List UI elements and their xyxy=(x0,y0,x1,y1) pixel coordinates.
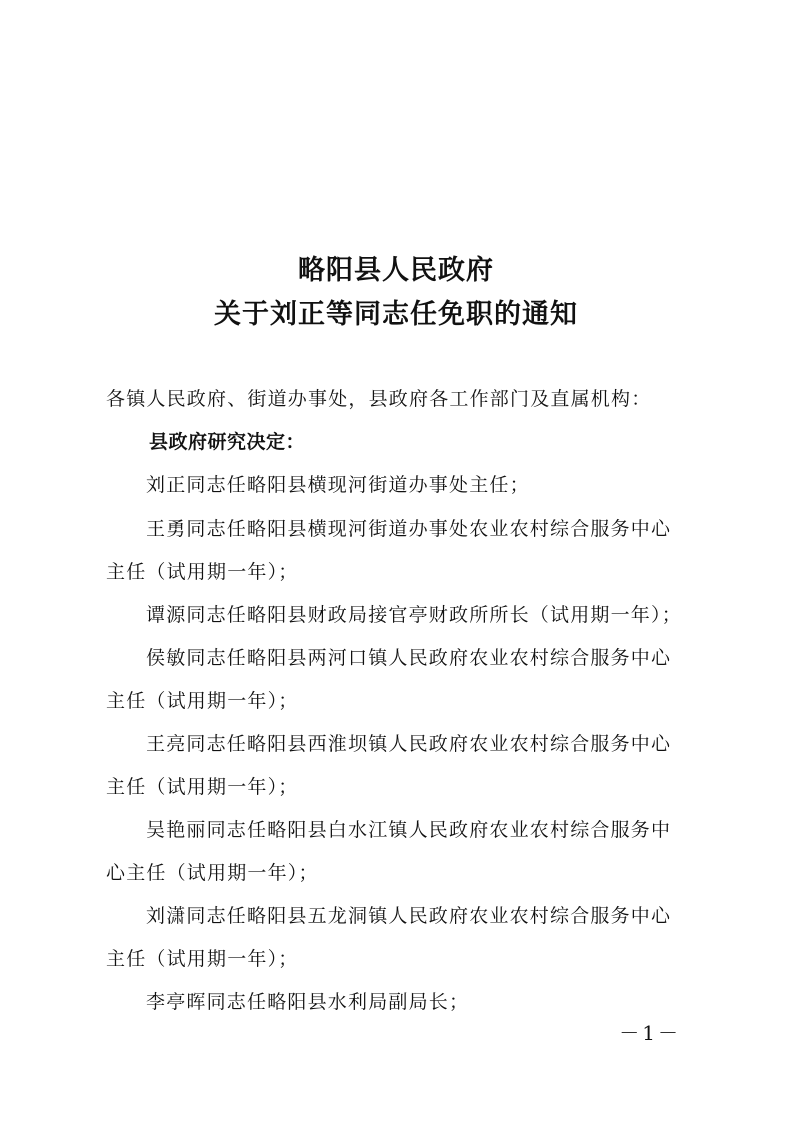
decision-intro: 县政府研究决定： xyxy=(149,431,306,453)
appointment-line: 主任（试用期一年）； xyxy=(106,561,299,583)
document-title-line-2: 关于刘正等同志任免职的通知 xyxy=(214,299,578,330)
document-title-line-1: 略阳县人民政府 xyxy=(298,255,494,286)
appointment-line: 李亭晖同志任略阳县水利局副局长； xyxy=(146,991,470,1013)
appointment-line: 刘正同志任略阳县横现河街道办事处主任； xyxy=(146,474,530,496)
appointment-line: 侯敏同志任略阳县两河口镇人民政府农业农村综合服务中心 xyxy=(146,647,672,669)
appointment-line: 主任（试用期一年）； xyxy=(106,690,299,712)
addressee: 各镇人民政府、街道办事处，县政府各工作部门及直属机构： xyxy=(106,388,652,410)
appointment-line: 谭源同志任略阳县财政局接官亭财政所所长（试用期一年）； xyxy=(146,604,682,626)
page-number: －1－ xyxy=(619,1021,681,1045)
appointment-line: 王亮同志任略阳县西淮坝镇人民政府农业农村综合服务中心 xyxy=(146,733,672,755)
appointment-line: 主任（试用期一年）； xyxy=(106,948,299,970)
appointment-line: 心主任（试用期一年）； xyxy=(106,862,319,884)
appointment-line: 吴艳丽同志任略阳县白水江镇人民政府农业农村综合服务中 xyxy=(146,819,672,841)
appointment-line: 主任（试用期一年）； xyxy=(106,776,299,798)
appointment-line: 刘潇同志任略阳县五龙洞镇人民政府农业农村综合服务中心 xyxy=(146,905,672,927)
appointment-line: 王勇同志任略阳县横现河街道办事处农业农村综合服务中心 xyxy=(146,518,672,540)
